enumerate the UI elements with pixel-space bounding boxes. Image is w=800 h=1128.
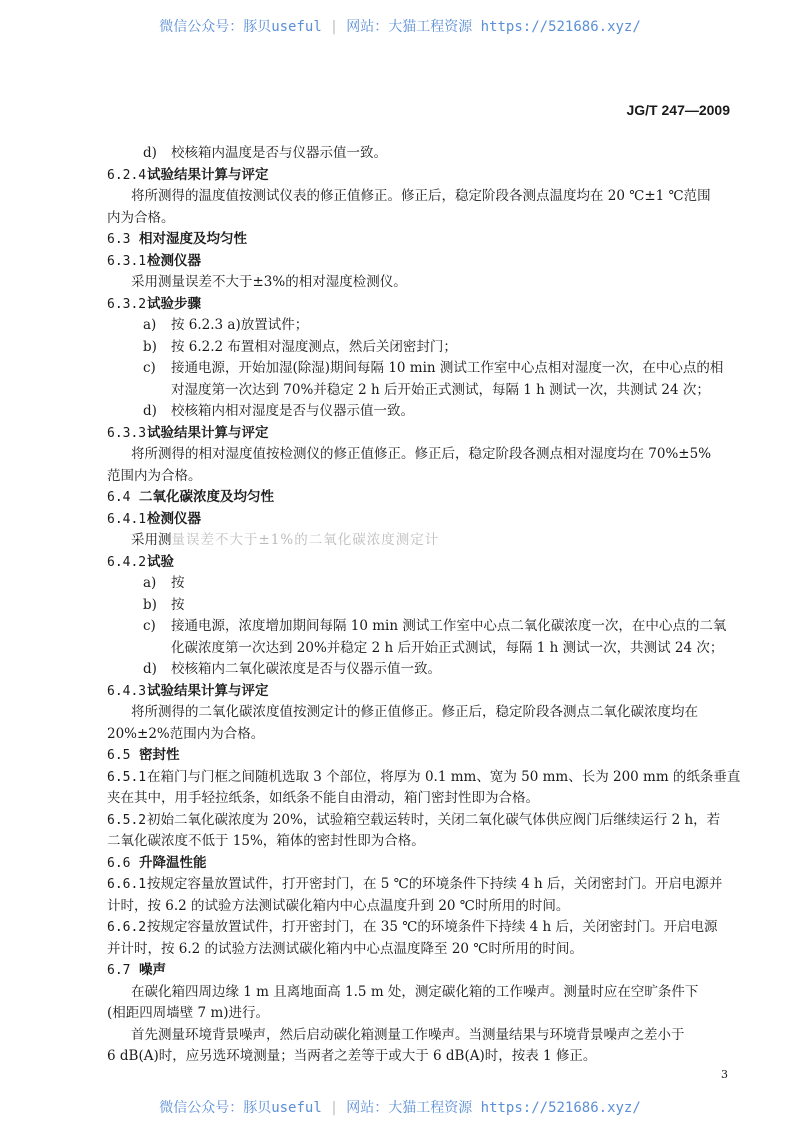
paragraph-line [107,831,727,853]
section-heading [107,552,727,574]
paragraph-line [107,982,727,1004]
section-heading [107,853,727,875]
paragraph-text: 并计时，按 6.2 的试验方法测试碳化箱内中心点温度降至 20 ℃时所用的时间。 [107,940,583,957]
clause-number: 6.5 [107,748,131,763]
clause-number: 6.6.2 [107,920,147,935]
paragraph-line [107,788,727,810]
paragraph-text: 内为合格。 [107,209,175,226]
list-item-label: d) [143,403,157,419]
clause-text: 二氧化碳浓度及均匀性 [139,489,274,505]
standard-number-header: JG/T 247—2009 [626,102,730,118]
section-heading [107,251,727,273]
paragraph-text: 化碳浓度第一次达到 20%并稳定 2 h 后开始正式测试，每隔 1 h 测试一次，共测试 24 次； [171,639,724,656]
list-item [107,143,727,165]
clause-text: 在箱门与门框之间随机选取 3 个部位，将厚为 0.1 mm、宽为 50 mm、长为 200 mm 的纸条垂直 [147,768,741,785]
watermark-website: 网站：大猫工程资源 https://521686.xyz/ [346,1100,641,1116]
list-item [107,337,727,359]
paragraph-text: 计时，按 6.2 的试验方法测试碳化箱内中心点温度升到 20 ℃时所用的时间。 [107,897,570,914]
clause-number: 6.6.1 [107,877,147,892]
paragraph-line [107,208,727,230]
list-item [107,358,727,380]
watermark-bottom: 微信公众号：豚贝useful | 网站：大猫工程资源 https://521686.xyz/ [159,1100,641,1116]
list-item-text: 按 [171,596,185,613]
clause-number: 6.6 [107,855,131,871]
watermark-website: 网站：大猫工程资源 https://521686.xyz/ [346,19,641,35]
list-item-label: c) [143,360,156,376]
paragraph-text: 20%±2%范围内为合格。 [107,725,265,742]
paragraph-line [107,702,727,724]
list-item-text: 接通电源，开始加湿(除湿)期间每隔 10 min 测试工作室中心点相对湿度一次，在中心点的相 [171,360,724,376]
clause-number: 6.3.1 [107,253,147,269]
clause-text: 检测仪器 [147,252,201,269]
list-item-label: a) [143,317,157,333]
paragraph-text: 采用测量误差不大于±3%的相对湿度检测仪。 [131,274,407,290]
obscured-text: 量误差不大于±1%的二氧化碳浓度测定计 [171,532,440,548]
clause-number: 6.3.3 [107,425,147,441]
paragraph-line [107,444,727,466]
paragraph-line [107,530,727,552]
list-item-label: c) [143,618,156,634]
section-heading [107,745,727,767]
clause-text: 试验步骤 [147,295,201,312]
paragraph-text: 夹在其中，用手轻拉纸条，如纸条不能自由滑动，箱门密封性即为合格。 [107,790,539,806]
clause-number: 6.2.4 [107,167,147,183]
document-body [107,143,741,1068]
section-heading [107,165,727,187]
clause-number: 6.5.1 [107,769,147,785]
section-heading [107,487,727,509]
list-item-text: 校核箱内相对湿度是否与仪器示值一致。 [171,403,414,419]
paragraph-text: 对湿度第一次达到 70%并稳定 2 h 后开始正式测试，每隔 1 h 测试一次，共测试 24 次； [171,381,710,398]
list-item [107,401,727,423]
clause-number: 6.7 [107,963,131,978]
clause-text: 初始二氧化碳浓度为 20%，试验箱空载运转时，关闭二氧化碳气体供应阀门后继续运行 2 h，若 [147,811,721,828]
paragraph-line [107,186,727,208]
paragraph-line [107,380,727,402]
clause-text: 升降温性能 [139,854,207,871]
clause-number: 6.4 [107,490,131,505]
paragraph-text: 采用测 [131,532,172,548]
paragraph-line [107,1025,727,1047]
paragraph-line [107,896,727,918]
paragraph-text: 在碳化箱四周边缘 1 m 且离地面高 1.5 m 处，测定碳化箱的工作噪声。测量时应在空旷条件下 [131,983,699,1000]
section-heading [107,229,727,251]
list-item-text: 校核箱内二氧化碳浓度是否与仪器示值一致。 [171,661,441,677]
paragraph-text: 将所测得的相对湿度值按检测仪的修正值修正。修正后，稳定阶段各测点相对湿度均在 70%±5% [131,446,712,462]
numbered-clause [107,874,727,896]
paragraph-text: 6 dB(A)时，应另选环境测量；当两者之差等于或大于 6 dB(A)时，按表 1 修正。 [107,1048,597,1064]
paragraph-line [107,1003,727,1025]
clause-text: 密封性 [139,747,180,763]
numbered-clause [107,917,727,939]
paragraph-text: (相距四周墙壁 7 m)进行。 [107,1005,270,1021]
numbered-clause [107,810,727,832]
section-heading [107,509,727,531]
paragraph-line [107,724,727,746]
watermark-top: 微信公众号：豚贝useful | 网站：大猫工程资源 https://521686.xyz/ [159,19,641,35]
clause-number: 6.4.3 [107,683,147,699]
clause-text: 检测仪器 [147,510,201,527]
list-item [107,595,727,617]
clause-number: 6.4.2 [107,554,147,570]
list-item-label: a) [143,575,157,591]
paragraph-text: 二氧化碳浓度不低于 15%，箱体的密封性即为合格。 [107,833,425,849]
watermark-wechat: 微信公众号：豚贝useful [159,19,322,35]
clause-text: 按规定容量放置试件，打开密封门，在 5 ℃的环境条件下持续 4 h 后，关闭密封门。开启电源并 [147,876,723,892]
paragraph-text: 首先测量环境背景噪声，然后启动碳化箱测量工作噪声。当测量结果与环境背景噪声之差小于 [131,1026,685,1043]
paragraph-text: 范围内为合格。 [107,467,202,484]
clause-number: 6.3.2 [107,296,147,312]
list-item-text: 校核箱内温度是否与仪器示值一致。 [171,145,387,161]
list-item [107,315,727,337]
section-heading [107,960,727,982]
clause-text: 相对湿度及均匀性 [139,231,247,247]
clause-number: 6.4.1 [107,511,147,527]
clause-number: 6.5.2 [107,812,147,828]
paragraph-line [107,1046,727,1068]
list-item [107,616,727,638]
list-item [107,659,727,681]
list-item-label: b) [143,338,157,355]
clause-text: 按规定容量放置试件，打开密封门，在 35 ℃的环境条件下持续 4 h 后，关闭密封门。开启电源 [147,919,718,935]
clause-text: 试验结果计算与评定 [147,682,269,699]
watermark-wechat: 微信公众号：豚贝useful [159,1100,322,1116]
paragraph-line [107,638,727,660]
page-number: 3 [721,1068,728,1081]
list-item-label: b) [143,596,157,613]
paragraph-text: 将所测得的二氧化碳浓度值按测定计的修正值修正。修正后，稳定阶段各测点二氧化碳浓度均在 [131,704,698,720]
clause-text: 试验结果计算与评定 [147,166,269,183]
list-item-text: 按 6.2.3 a)放置试件； [171,317,309,333]
section-heading [107,423,727,445]
list-item-text: 接通电源，浓度增加期间每隔 10 min 测试工作室中心点二氧化碳浓度一次，在中心点的二氧 [171,618,727,634]
list-item [107,573,727,595]
paragraph-line [107,272,727,294]
clause-text: 试验 [147,553,174,570]
list-item-label: d) [143,661,157,677]
clause-text: 试验结果计算与评定 [147,424,269,441]
list-item-label: d) [143,145,157,161]
paragraph-line [107,939,727,961]
list-item-text: 按 6.2.2 布置相对湿度测点，然后关闭密封门； [171,338,457,355]
paragraph-line [107,466,727,488]
clause-number: 6.3 [107,232,131,247]
paragraph-text: 将所测得的温度值按测试仪表的修正值修正。修正后，稳定阶段各测点温度均在 20 ℃±1 ℃范围 [131,188,711,204]
clause-text: 噪声 [139,962,166,978]
numbered-clause [107,767,741,789]
section-heading [107,294,727,316]
list-item-text: 按 [171,575,185,591]
section-heading [107,681,727,703]
